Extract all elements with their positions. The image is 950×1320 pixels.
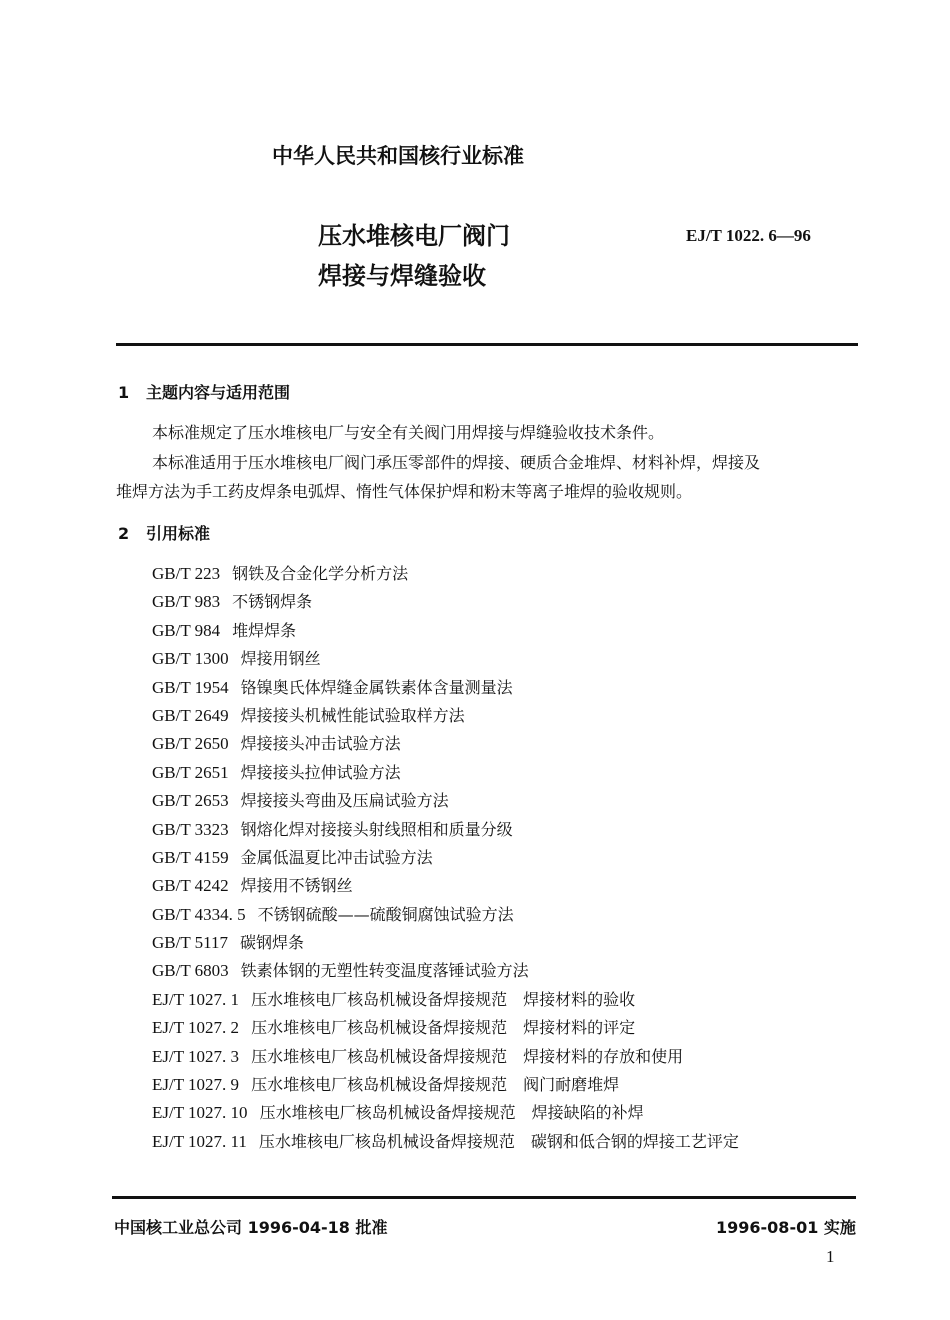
reference-code: GB/T 2653 (152, 791, 229, 811)
reference-title: 焊接接头弯曲及压扁试验方法 (240, 791, 449, 811)
reference-code: GB/T 2650 (152, 734, 229, 754)
document-title (318, 216, 510, 296)
section-1-heading (118, 380, 290, 403)
reference-item (152, 674, 862, 702)
reference-title: 焊接接头拉伸试验方法 (240, 762, 401, 782)
reference-title: 金属低温夏比冲击试验方法 (240, 847, 433, 867)
footer-rule (112, 1196, 856, 1199)
reference-code: GB/T 2651 (152, 762, 229, 782)
reference-code: GB/T 5117 (152, 933, 229, 953)
reference-item (152, 730, 862, 758)
reference-item (152, 1099, 862, 1127)
reference-item (152, 1043, 862, 1071)
reference-code: GB/T 984 (152, 620, 221, 640)
implementation-date: 1996-08-01 实施 (716, 1218, 856, 1237)
reference-code: EJ/T 1027. 9 (152, 1075, 240, 1095)
reference-title: 堆焊焊条 (232, 620, 297, 640)
section-1-paragraph-2-line-1: 本标准适用于压水堆核电厂阀门承压零部件的焊接、硬质合金堆焊、材料补焊，焊接及 (152, 453, 761, 472)
reference-title: 焊接接头机械性能试验取样方法 (240, 705, 465, 725)
reference-item (152, 702, 862, 730)
reference-item (152, 901, 862, 929)
reference-item (152, 560, 862, 588)
issuing-body-title: 中华人民共和国核行业标准 (272, 144, 524, 168)
reference-title: 压水堆核电厂核岛机械设备焊接规范 阀门耐磨堆焊 (251, 1075, 620, 1095)
section-2-title: 引用标准 (146, 524, 211, 543)
reference-item (152, 787, 862, 815)
page-number: 1 (826, 1247, 835, 1266)
section-2-number: 2 (118, 524, 130, 543)
reference-title: 焊接用钢丝 (240, 649, 321, 669)
approval-statement: 中国核工业总公司 1996-04-18 批准 (114, 1218, 388, 1237)
document-title-line-1: 压水堆核电厂阀门 (318, 222, 510, 250)
reference-item (152, 1014, 862, 1042)
reference-code: GB/T 4159 (152, 847, 229, 867)
reference-title: 压水堆核电厂核岛机械设备焊接规范 焊接材料的存放和使用 (251, 1046, 684, 1066)
reference-code: GB/T 1300 (152, 649, 229, 669)
reference-item (152, 816, 862, 844)
reference-code: GB/T 4242 (152, 876, 229, 896)
reference-item (152, 872, 862, 900)
section-1-paragraph-1: 本标准规定了压水堆核电厂与安全有关阀门用焊接与焊缝验收技术条件。 (152, 423, 665, 442)
reference-title: 焊接接头冲击试验方法 (240, 734, 401, 754)
reference-code: GB/T 983 (152, 592, 221, 612)
reference-code: EJ/T 1027. 1 (152, 989, 240, 1009)
section-1-paragraph-2-line-2: 堆焊方法为手工药皮焊条电弧焊、惰性气体保护焊和粉末等离子堆焊的验收规则。 (116, 482, 693, 501)
reference-title: 钢熔化焊对接接头射线照相和质量分级 (240, 819, 513, 839)
reference-item (152, 986, 862, 1014)
reference-title: 碳钢焊条 (240, 933, 305, 953)
reference-code: EJ/T 1027. 10 (152, 1103, 248, 1123)
section-1-title: 主题内容与适用范围 (146, 383, 291, 402)
reference-code: EJ/T 1027. 2 (152, 1018, 240, 1038)
reference-item (152, 588, 862, 616)
reference-code: GB/T 6803 (152, 961, 229, 981)
reference-title: 铁素体钢的无塑性转变温度落锤试验方法 (240, 961, 529, 981)
reference-code: EJ/T 1027. 3 (152, 1046, 240, 1066)
reference-standards-list (152, 560, 862, 1156)
reference-title: 铬镍奥氏体焊缝金属铁素体含量测量法 (240, 677, 513, 697)
reference-item (152, 957, 862, 985)
reference-item (152, 929, 862, 957)
reference-code: GB/T 1954 (152, 677, 229, 697)
reference-code: EJ/T 1027. 11 (152, 1131, 247, 1151)
reference-title: 压水堆核电厂核岛机械设备焊接规范 焊接缺陷的补焊 (259, 1103, 644, 1123)
reference-item (152, 759, 862, 787)
header-rule (116, 343, 858, 346)
section-1-number: 1 (118, 383, 130, 402)
reference-title: 压水堆核电厂核岛机械设备焊接规范 焊接材料的验收 (251, 989, 636, 1009)
document-title-line-2: 焊接与焊缝验收 (318, 262, 486, 290)
reference-title: 焊接用不锈钢丝 (240, 876, 353, 896)
reference-title: 压水堆核电厂核岛机械设备焊接规范 碳钢和低合钢的焊接工艺评定 (258, 1131, 739, 1151)
reference-title: 钢铁及合金化学分析方法 (232, 564, 409, 583)
reference-code: GB/T 2649 (152, 705, 229, 725)
reference-code: GB/T 4334. 5 (152, 904, 246, 924)
reference-title: 不锈钢焊条 (232, 592, 313, 612)
reference-item (152, 645, 862, 673)
reference-title: 压水堆核电厂核岛机械设备焊接规范 焊接材料的评定 (251, 1018, 636, 1038)
reference-title: 不锈钢硫酸——硫酸铜腐蚀试验方法 (257, 904, 514, 924)
reference-item (152, 1071, 862, 1099)
reference-item (152, 844, 862, 872)
reference-item (152, 1128, 862, 1156)
reference-code: GB/T 223 (152, 564, 221, 583)
reference-code: GB/T 3323 (152, 819, 229, 839)
standard-code: EJ/T 1022. 6—96 (686, 226, 811, 245)
section-2-heading (118, 521, 210, 544)
reference-item (152, 617, 862, 645)
